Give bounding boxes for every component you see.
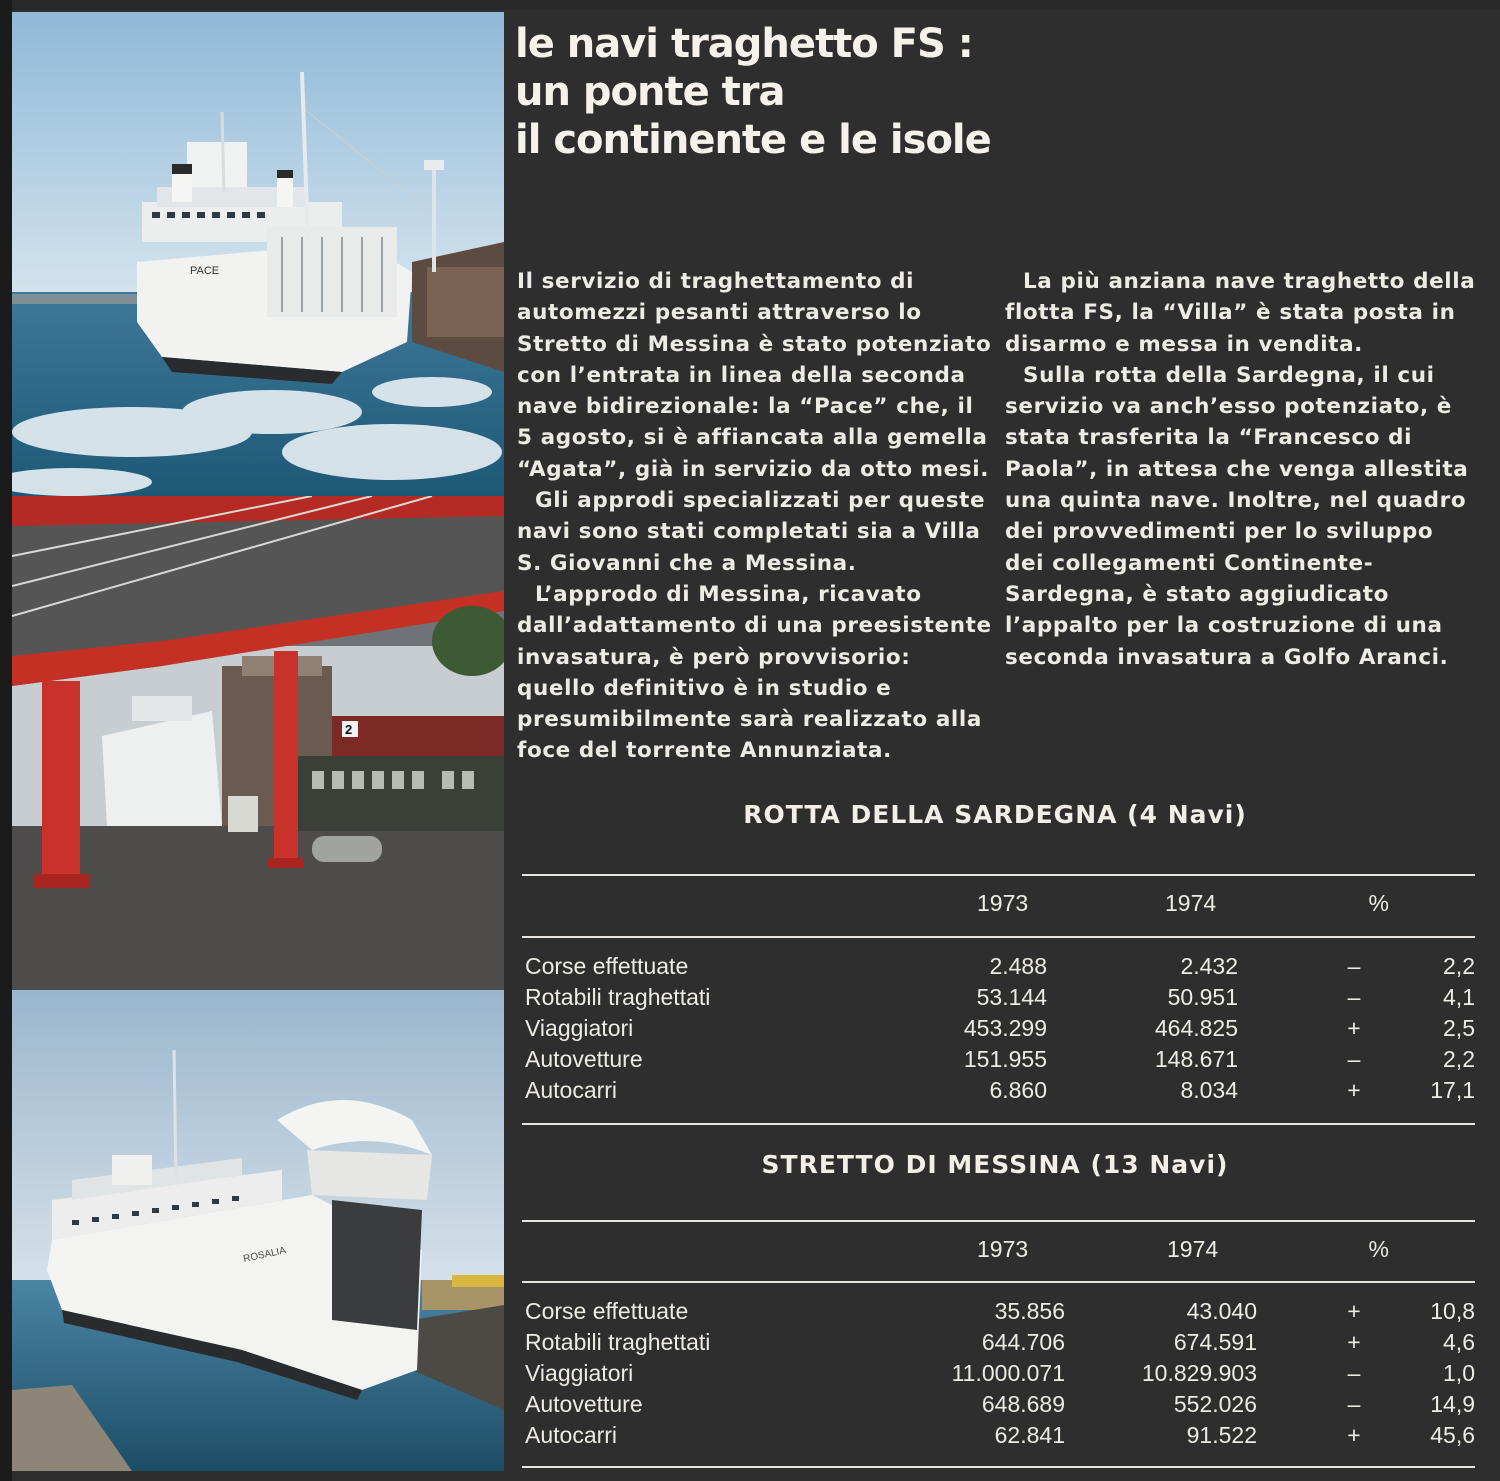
change-percent: 1,0 — [1443, 1360, 1475, 1386]
value-1974: 8.034 — [1180, 1077, 1238, 1103]
row-label: Viaggiatori — [525, 1015, 634, 1041]
value-1974: 50.951 — [1167, 984, 1238, 1010]
value-1973: 151.955 — [963, 1046, 1047, 1072]
table-header-row — [522, 1236, 1475, 1267]
body-line: seconda invasatura a Golfo Aranci. — [1005, 644, 1449, 670]
page-top-edge — [0, 0, 1500, 10]
body-line: automezzi pesanti attraverso lo — [517, 300, 922, 326]
body-line: flotta FS, la “Villa” è stata posta in — [1005, 300, 1456, 326]
body-line: Gli approdi specializzati per queste — [535, 488, 986, 514]
title-line-2: un ponte tra — [515, 69, 785, 115]
value-1973: 2.488 — [989, 953, 1047, 979]
value-1973: 6.860 — [989, 1077, 1047, 1103]
value-1973: 62.841 — [994, 1422, 1065, 1448]
body-line: 5 agosto, si è affiancata alla gemella — [517, 425, 988, 451]
change-sign: + — [1347, 1422, 1361, 1448]
change-sign: – — [1347, 953, 1361, 979]
table-row — [522, 1422, 1475, 1453]
ship-name-pace: PACE — [190, 265, 220, 277]
photo-ferry-pace — [12, 12, 504, 496]
row-label: Corse effettuate — [525, 953, 689, 979]
photo-ferry-rosalia — [12, 990, 504, 1471]
body-line: S. Giovanni che a Messina. — [517, 550, 857, 576]
change-percent: 4,6 — [1443, 1329, 1475, 1355]
change-percent: 2,2 — [1443, 1046, 1475, 1072]
change-sign: + — [1347, 1077, 1361, 1103]
column-header-1974: 1974 — [1167, 1236, 1219, 1262]
table-row — [522, 1360, 1475, 1391]
table-row — [522, 1077, 1475, 1108]
column-header-percent: % — [1368, 1236, 1389, 1262]
body-line: con l’entrata in linea della seconda — [517, 362, 966, 388]
table-row — [522, 984, 1475, 1015]
table-sardegna-title: ROTTA DELLA SARDEGNA (4 Navi) — [743, 800, 1247, 829]
table-row — [522, 1391, 1475, 1422]
body-line: quello definitivo è in studio e — [517, 675, 892, 701]
body-line: presumibilmente sarà realizzato alla — [517, 707, 982, 733]
body-line: invasatura, è però provvisorio: — [517, 644, 911, 670]
body-line: nave bidirezionale: la “Pace” che, il — [517, 394, 974, 420]
body-line: disarmo e messa in vendita. — [1005, 331, 1363, 357]
body-line: dall’adattamento di una preesistente — [517, 613, 992, 639]
body-line: dei provvedimenti per lo sviluppo — [1005, 519, 1434, 545]
table-rule — [522, 936, 1475, 938]
change-sign: + — [1347, 1329, 1361, 1355]
table-row — [522, 1015, 1475, 1046]
body-line: servizio va anch’esso potenziato, è — [1005, 394, 1452, 420]
table-rule — [522, 1123, 1475, 1125]
value-1974: 674.591 — [1173, 1329, 1257, 1355]
page-left-edge — [0, 0, 12, 1481]
body-column-right — [1005, 266, 1475, 673]
body-line: La più anziana nave traghetto della — [1023, 269, 1476, 294]
body-line: stata trasferita la “Francesco di — [1005, 425, 1413, 451]
change-sign: – — [1347, 984, 1361, 1010]
column-header-1973: 1973 — [977, 1236, 1029, 1262]
table-header-row — [522, 890, 1475, 921]
row-label: Autovetture — [525, 1046, 643, 1072]
column-header-1974: 1974 — [1165, 890, 1217, 916]
value-1973: 453.299 — [963, 1015, 1047, 1041]
title-line-3: il continente e le isole — [515, 117, 991, 163]
table-rule — [522, 1281, 1475, 1283]
ship-name-rosalia: ROSALIA — [242, 1245, 288, 1265]
body-line: Paola”, in attesa che venga allestita — [1005, 456, 1469, 482]
change-percent: 10,8 — [1430, 1298, 1475, 1324]
row-label: Rotabili traghettati — [525, 1329, 711, 1355]
change-percent: 14,9 — [1430, 1391, 1475, 1417]
table-rule — [522, 1220, 1475, 1222]
row-label: Autocarri — [525, 1422, 618, 1448]
body-line: Sardegna, è stato aggiudicato — [1005, 581, 1390, 607]
title-line-1: le navi traghetto FS : — [515, 21, 973, 67]
table-row — [522, 953, 1475, 984]
change-sign: – — [1347, 1391, 1361, 1417]
value-1974: 148.671 — [1154, 1046, 1238, 1072]
column-header-percent: % — [1368, 890, 1389, 916]
table-row — [522, 1298, 1475, 1329]
table-row — [522, 1046, 1475, 1077]
row-label: Autovetture — [525, 1391, 643, 1417]
change-percent: 45,6 — [1430, 1422, 1475, 1448]
change-sign: + — [1347, 1015, 1361, 1041]
photo-ferry-berth — [12, 496, 504, 990]
change-percent: 2,2 — [1443, 953, 1475, 979]
change-percent: 4,1 — [1443, 984, 1475, 1010]
change-sign: – — [1347, 1360, 1361, 1386]
body-line: l’appalto per la costruzione di una — [1005, 613, 1443, 639]
table-row — [522, 1329, 1475, 1360]
body-line: una quinta nave. Inoltre, nel quadro — [1005, 488, 1467, 514]
table-rule — [522, 874, 1475, 876]
body-line: Stretto di Messina è stato potenziato — [517, 331, 992, 357]
body-line: L’approdo di Messina, ricavato — [535, 581, 922, 607]
value-1974: 91.522 — [1186, 1422, 1257, 1448]
value-1973: 53.144 — [976, 984, 1047, 1010]
row-label: Viaggiatori — [525, 1360, 634, 1386]
page-title — [515, 20, 1115, 164]
table-rule — [522, 1466, 1475, 1468]
change-sign: + — [1347, 1298, 1361, 1324]
body-line: dei collegamenti Continente- — [1005, 550, 1374, 576]
row-label: Rotabili traghettati — [525, 984, 711, 1010]
body-line: “Agata”, già in servizio da otto mesi. — [517, 456, 989, 482]
row-label: Corse effettuate — [525, 1298, 689, 1324]
change-percent: 17,1 — [1430, 1077, 1475, 1103]
value-1973: 644.706 — [981, 1329, 1065, 1355]
row-label: Autocarri — [525, 1077, 618, 1103]
change-sign: – — [1347, 1046, 1361, 1072]
change-percent: 2,5 — [1443, 1015, 1475, 1041]
body-column-left — [517, 266, 992, 767]
value-1974: 552.026 — [1173, 1391, 1257, 1417]
value-1973: 11.000.071 — [951, 1360, 1065, 1386]
body-line: navi sono stati completati sia a Villa — [517, 519, 981, 545]
value-1974: 43.040 — [1186, 1298, 1257, 1324]
value-1974: 10.829.903 — [1141, 1360, 1257, 1386]
value-1973: 35.856 — [994, 1298, 1065, 1324]
column-header-1973: 1973 — [977, 890, 1029, 916]
value-1973: 648.689 — [981, 1391, 1065, 1417]
body-line: Il servizio di traghettamento di — [517, 269, 915, 294]
body-line: foce del torrente Annunziata. — [517, 738, 892, 764]
berth-number: 2 — [345, 722, 353, 737]
body-line: Sulla rotta della Sardegna, il cui — [1023, 362, 1435, 388]
value-1974: 2.432 — [1180, 953, 1238, 979]
table-messina-title: STRETTO DI MESSINA (13 Navi) — [761, 1150, 1229, 1179]
value-1974: 464.825 — [1154, 1015, 1238, 1041]
